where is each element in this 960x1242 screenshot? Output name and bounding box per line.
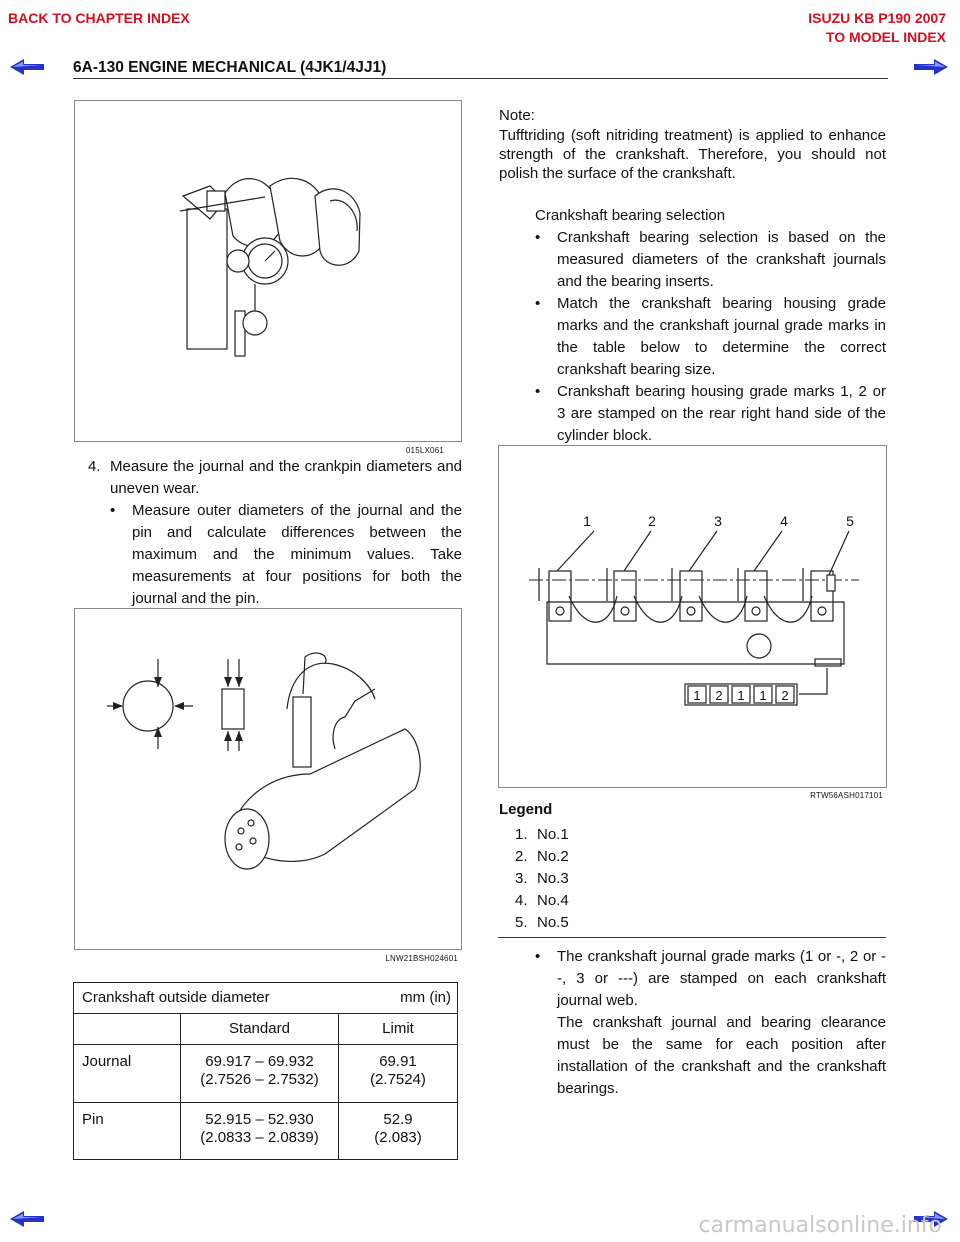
legend-num: 3. [515, 870, 528, 887]
note-text: Tufftriding (soft nitriding treatment) is applied to enhance strength of the crankshaft. Therefore, you should not polish the surface of the crankshaft. [499, 127, 886, 182]
figure-micrometer [74, 608, 462, 963]
page-title: 6A-130 ENGINE MECHANICAL (4JK1/4JJ1) [73, 59, 387, 76]
watermark: carmanualsonline.info [698, 1213, 942, 1238]
legend-item [515, 870, 569, 887]
table-header-cell: Standard [181, 1014, 339, 1045]
legend-item [515, 848, 569, 865]
model-index-link[interactable]: TO MODEL INDEX [825, 29, 946, 45]
next-page-arrow-icon[interactable] [914, 59, 948, 75]
step-bullet-text: Measure outer diameters of the journal and the pin and calculate differences between the maximum and the minimum values. Take measurements at four positions for both the journal and the pin. [132, 502, 462, 607]
note-label: Note: [499, 107, 535, 124]
table-title: Crankshaft outside diameter [82, 989, 270, 1006]
legend-title: Legend [499, 801, 553, 818]
prev-page-arrow-icon[interactable] [10, 1211, 44, 1227]
standard-in: (2.7526 – 2.7532) [200, 1071, 319, 1088]
legend-item [515, 826, 569, 843]
grade-mark: 1 [693, 688, 701, 703]
callout-3: 3 [714, 513, 722, 529]
bullet-dot: • [110, 502, 116, 519]
standard-mm: 52.915 – 52.930 [205, 1111, 314, 1128]
figure-code: RTW56ASH017101 [810, 791, 883, 800]
legend-label: No.1 [537, 826, 569, 843]
row-name: Pin [74, 1103, 181, 1160]
callout-2: 2 [648, 513, 656, 529]
journal-bullet-text: The crankshaft journal grade marks (1 or -, 2 or --, 3 or ---) are stamped on each crankshaft journal web. [557, 948, 886, 1009]
limit-in: (2.083) [374, 1129, 422, 1146]
table-row [74, 1103, 458, 1160]
legend-rule [498, 937, 886, 938]
table-header-row [74, 1014, 458, 1045]
journal-bullet [535, 946, 886, 1012]
journal-cross-section [123, 681, 173, 731]
crankshaft-diameter-table [73, 982, 458, 1160]
legend-num: 4. [515, 892, 528, 909]
figure-grade-marks [498, 445, 887, 800]
grade-mark: 2 [715, 688, 723, 703]
prev-page-arrow-icon[interactable] [10, 59, 44, 75]
grade-mark: 1 [737, 688, 745, 703]
table-header-cell: Limit [339, 1014, 458, 1045]
legend-num: 5. [515, 914, 528, 931]
cylinder-block-illustration [499, 446, 886, 787]
bearing-heading: Crankshaft bearing selection [535, 207, 726, 224]
figure-code: 015LX061 [405, 446, 444, 455]
crankshaft-dial-gauge-illustration [75, 101, 461, 441]
legend-item [515, 892, 569, 909]
callout-5: 5 [846, 513, 854, 529]
step-text: Measure the journal and the crankpin diameters and uneven wear. [110, 458, 462, 497]
step-bullet [110, 500, 462, 610]
callout-4: 4 [780, 513, 788, 529]
limit-in: (2.7524) [370, 1071, 426, 1088]
journal-paragraph: The crankshaft journal and bearing clearance must be the same for each position after installation of the crankshaft and the crankshaft bearings. [557, 1014, 886, 1097]
limit-mm: 52.9 [383, 1111, 413, 1128]
pin-side-view [222, 689, 244, 729]
figure-dial-gauge [74, 100, 462, 455]
bearing-bullet [535, 293, 886, 381]
legend-num: 1. [515, 826, 528, 843]
header-rule [73, 78, 888, 79]
grade-mark: 2 [781, 688, 789, 703]
limit-mm: 69.91 [379, 1053, 417, 1070]
legend-label: No.2 [537, 848, 569, 865]
bullet-dot: • [535, 229, 541, 246]
bearing-bullet-text: Crankshaft bearing housing grade marks 1, 2 or 3 are stamped on the rear right hand side of the cylinder block. [557, 383, 886, 444]
standard-in: (2.0833 – 2.0839) [200, 1129, 319, 1146]
model-name-link[interactable]: ISUZU KB P190 2007 [808, 10, 946, 26]
back-to-chapter-link[interactable]: BACK TO CHAPTER INDEX [8, 10, 190, 26]
table-unit: mm (in) [400, 989, 451, 1006]
legend-item [515, 914, 569, 931]
grade-mark: 1 [759, 688, 767, 703]
table-row [74, 1045, 458, 1103]
step-number: 4. [88, 458, 101, 475]
bullet-dot: • [535, 383, 541, 400]
bullet-dot: • [535, 295, 541, 312]
micrometer-measurement-illustration [75, 609, 461, 949]
legend-num: 2. [515, 848, 528, 865]
table-header-cell [74, 1014, 181, 1045]
callout-1: 1 [583, 513, 591, 529]
standard-mm: 69.917 – 69.932 [205, 1053, 314, 1070]
legend-label: No.4 [537, 892, 569, 909]
legend-label: No.5 [537, 914, 569, 931]
bearing-bullet [535, 227, 886, 293]
bearing-bullet [535, 381, 886, 447]
table-title-row [74, 983, 458, 1014]
figure-code: LNW21BSH024601 [385, 954, 458, 963]
legend-label: No.3 [537, 870, 569, 887]
bearing-bullet-text: Match the crankshaft bearing housing grade marks and the crankshaft journal grade marks in the table below to determine the correct crankshaft bearing size. [557, 295, 886, 378]
row-name: Journal [74, 1045, 181, 1103]
bullet-dot: • [535, 948, 541, 965]
bearing-bullet-text: Crankshaft bearing selection is based on the measured diameters of the crankshaft journals and the bearing inserts. [557, 229, 886, 290]
